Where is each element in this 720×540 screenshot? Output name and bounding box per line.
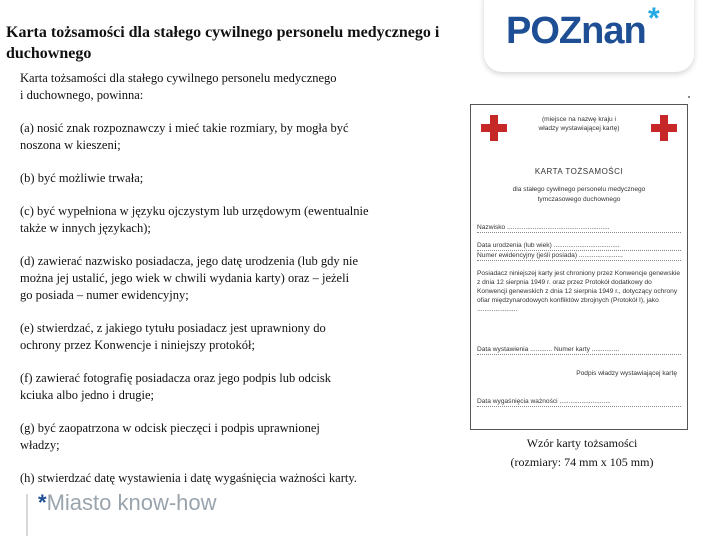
list-item: (d) zawierać nazwisko posiadacza, jego datę urodzenia (lub gdy nie można jej ustalić, jego wiek w chwili wydania karty) oraz – jeżeli go posiada – numer ewidencyjny; (20, 254, 359, 302)
list-item: (a) nosić znak rozpoznawczy i mieć takie rozmiary, by mogła być noszona w kieszeni; (20, 121, 349, 152)
asterisk-icon: * (648, 2, 660, 35)
red-cross-icon (481, 115, 507, 141)
id-card-sample (470, 104, 688, 430)
card-field-dates: Data wystawienia ............ Numer karty ............... (477, 345, 681, 355)
list-item: (e) stwierdzać, z jakiego tytułu posiadacz jest uprawniony do ochrony przez Konwencje i niniejszy protokół; (20, 321, 326, 352)
card-signature: Podpis władzy wystawiającej kartę (576, 370, 677, 377)
list-item: (h) stwierdzać datę wystawienia i datę wygaśnięcia ważności karty. (20, 471, 357, 485)
card-field-name: Nazwisko ........................................................ (477, 223, 681, 233)
poznan-logo (484, 0, 694, 72)
card-emblem-text: (miejsce na nazwę kraju i władzy wystawiającej kartę) (538, 116, 620, 132)
list-item: (b) być możliwie trwała; (20, 171, 144, 185)
intro-text: Karta tożsamości dla stałego cywilnego personelu medycznego i duchownego, powinna: (20, 71, 337, 102)
card-caption (492, 434, 672, 472)
card-for-line-2: tymczasowego duchownego (537, 196, 621, 203)
caption-size: (rozmiary: 74 mm x 105 mm) (510, 455, 654, 469)
footer-slogan: Miasto know-how (46, 490, 217, 515)
divider-dot (688, 96, 690, 98)
card-field-number: Numer ewidencyjny (jeśli posiada) ........................ (477, 251, 681, 261)
list-item: (c) być wypełniona w języku ojczystym lub urzędowym (ewentualnie także w innych językach); (20, 204, 369, 235)
card-for-line: dla stałego cywilnego personelu medycznego (512, 186, 646, 193)
footer-brand (38, 490, 217, 516)
logo-text: POZnan (506, 10, 646, 52)
card-field-birth: Data urodzenia (lub wiek) .................................... (477, 241, 681, 251)
asterisk-icon: * (38, 490, 47, 515)
requirements-list (20, 120, 430, 487)
card-field-expiry: Data wygaśnięcia ważności ............................ (477, 397, 681, 407)
page-title: Karta tożsamości dla stałego cywilnego personelu medycznego i duchownego (6, 24, 440, 62)
card-protection-text: Posiadacz niniejszej karty jest chroniony przez Konwencje genewskie z dnia 12 sierpnia 1949 r. oraz przez Protokół dodatkowy do Konwencji genewskich z dnia 12 sierpnia 1949 r., dotyczący ochrony ofiar międzynarodowych konfliktów zbrojnych (Protokół I), jako ...................... (477, 270, 681, 313)
list-item: (g) być zaopatrzona w odcisk pieczęci i podpis uprawnionej władzy; (20, 421, 320, 452)
caption-title: Wzór karty tożsamości (526, 436, 638, 450)
list-item: (f) zawierać fotografię posiadacza oraz jego podpis lub odcisk kciuka albo jedno i drugie; (20, 371, 331, 402)
footer-divider (26, 494, 28, 536)
card-title: KARTA TOŻSAMOŚCI (534, 167, 624, 176)
red-cross-icon (651, 115, 677, 141)
